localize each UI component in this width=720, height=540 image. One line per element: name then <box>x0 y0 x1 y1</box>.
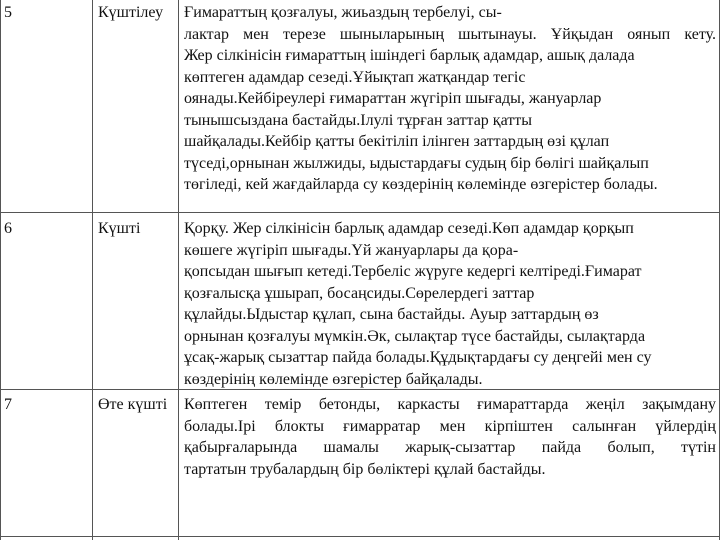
row-description <box>184 394 716 480</box>
row-description <box>184 218 716 390</box>
description-line: болады.Ірі блокты ғимарратар мен кірпіштен салынған үйлердің <box>184 417 716 435</box>
row-divider <box>0 212 720 213</box>
description-line: лактар мен терезе шыныларының шытынауы. Ұйқыдан оянып кету. <box>184 25 716 43</box>
description-line: Жер сілкінісін ғимараттың ішіндегі барлық адамдар, ашық далада <box>184 47 635 64</box>
row-description <box>184 2 716 196</box>
description-line: шайқалады.Кейбір қатты бекітіліп ілінген заттардың өзі құлап <box>184 133 610 150</box>
description-line: оянады.Кейбіреулері ғимараттан жүгіріп шығады, жануарлар <box>184 90 602 107</box>
description-line: қозғалысқа ұшырап, босаңсиды.Сөрелердегі заттар <box>184 284 535 302</box>
description-line: Қорқу. Жер сілкінісін барлық адамдар сезеді.Көп адамдар қорқып <box>184 220 634 237</box>
intensity-level: Өте күшті <box>98 396 168 413</box>
description-line: қабырғаларында шамалы жарық-сызаттар пайда болып, түтін <box>184 439 716 456</box>
table-border-left <box>0 0 1 540</box>
description-line: құлайды.Ыдыстар құлап, сына бастайды. Ауыр заттардың өз <box>184 306 599 323</box>
description-line: көптеген адамдар сезеді.Ұйықтап жатқандар тегіс <box>184 68 526 86</box>
description-line: тынышсыздана бастайды.Ілулі тұрған заттар қатты <box>184 111 532 129</box>
intensity-level: Күшті <box>98 220 141 237</box>
description-line: көздерінің көлемінде өзгерістер байқалады. <box>184 370 483 388</box>
description-line: ұсақ-жарық сызаттар пайда болады.Құдықтардағы су деңгейі мен су <box>184 349 652 366</box>
row-number: 7 <box>4 396 12 413</box>
column-divider-number <box>92 0 93 540</box>
description-line: қопсыдан шығып кетеді.Тербеліс жүруге кедергі келтіреді.Ғимарат <box>184 263 642 280</box>
description-line: түседі,орнынан жылжиды, ыдыстардағы судың бір бөлігі шайқалып <box>184 154 649 172</box>
description-line: Көптеген темір бетонды, каркасты ғимараттарда жеңіл зақымдану <box>184 396 716 413</box>
description-line: көшеге жүгіріп шығады.Үй жануарлары да қора- <box>184 241 519 259</box>
description-line: төгіледі, кей жағдайларда су көздерінің көлемінде өзгерістер болады. <box>184 176 658 193</box>
intensity-level: Күштілеу <box>98 4 164 21</box>
table-border-bottom <box>0 536 720 537</box>
description-line: Ғимараттың қозғалуы, жиьаздың тербелуі, сы- <box>184 4 502 21</box>
description-line: тартатын трубалардың бір бөліктері құлай бастайды. <box>184 460 546 478</box>
row-number: 5 <box>4 4 12 21</box>
row-number: 6 <box>4 220 12 237</box>
description-line: орнынан қозғалуы мүмкін.Әк, сылақтар түсе бастайды, сылақтарда <box>184 327 646 345</box>
column-divider-level <box>178 0 179 540</box>
